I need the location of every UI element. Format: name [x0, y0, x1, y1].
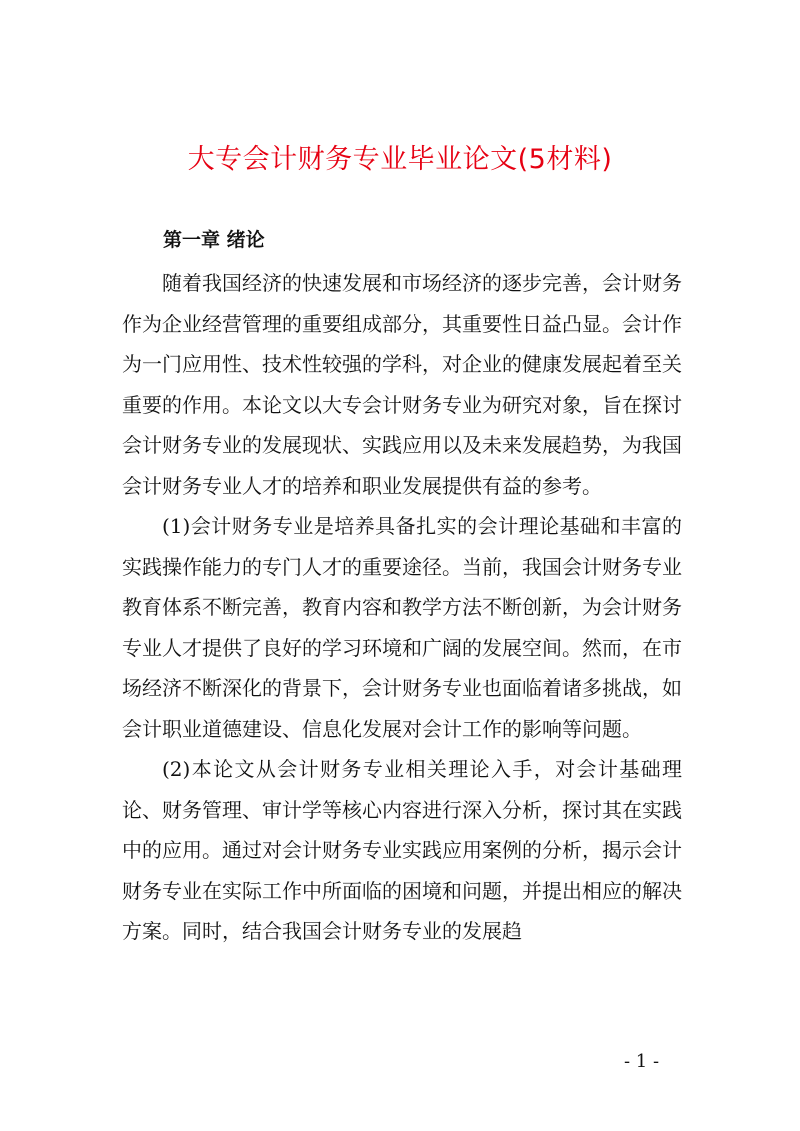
page-number: - 1 - — [624, 1051, 660, 1072]
paragraph-intro: 随着我国经济的快速发展和市场经济的逐步完善，会计财务作为企业经营管理的重要组成部分，其重要性日益凸显。会计作为一门应用性、技术性较强的学科，对企业的健康发展起着至关重要的作用。本论文以大专会计财务专业为研究对象，旨在探讨会计财务专业的发展现状、实践应用以及未来发展趋势，为我国会计财务专业人才的培养和职业发展提供有益的参考。 — [122, 271, 682, 498]
paragraph-point-2: (2)本论文从会计财务专业相关理论入手，对会计基础理论、财务管理、审计学等核心内容进行深入分析，探讨其在实践中的应用。通过对会计财务专业实践应用案例的分析，揭示会计财务专业在实际工作中所面临的困境和问题，并提出相应的解决方案。同时，结合我国会计财务专业的发展趋 — [122, 757, 682, 943]
paragraph-point-1: (1)会计财务专业是培养具备扎实的会计理论基础和丰富的实践操作能力的专门人才的重要途径。当前，我国会计财务专业教育体系不断完善，教育内容和教学方法不断创新，为会计财务专业人才提供了良好的学习环境和广阔的发展空间。然而，在市场经济不断深化的背景下，会计财务专业也面临着诸多挑战，如会计职业道德建设、信息化发展对会计工作的影响等问题。 — [122, 514, 682, 741]
chapter-heading: 第一章 绪论 — [163, 229, 265, 251]
document-title: 大专会计财务专业毕业论文(5材料) — [187, 144, 613, 175]
body-text — [122, 263, 682, 952]
